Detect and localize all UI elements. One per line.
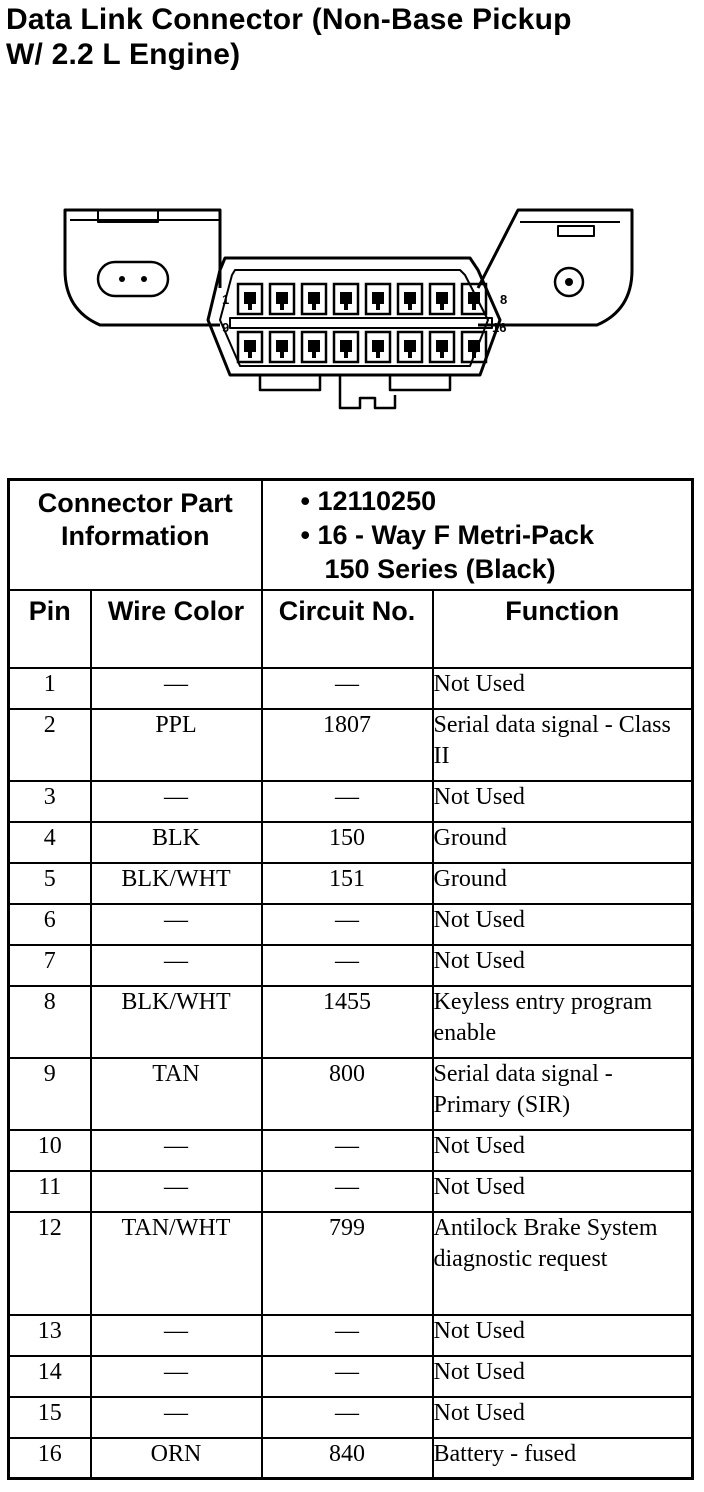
function-cell: Antilock Brake System diagnostic request	[433, 1212, 693, 1315]
circuit-cell: 840	[262, 1438, 433, 1479]
part-number: • 12110250	[300, 486, 437, 516]
column-header-pin-text: Pin	[28, 595, 71, 626]
pin-cell: 12	[9, 1212, 91, 1315]
circuit-cell: —	[262, 945, 433, 986]
lower-pin-terminal	[372, 340, 384, 358]
part-info-cell	[262, 480, 693, 590]
function-cell: Battery - fused	[433, 1438, 693, 1479]
column-header-wire-color	[91, 590, 262, 668]
part-info-label: Connector Part Information	[37, 488, 233, 551]
lower-pin-terminal	[468, 340, 480, 358]
table-row	[9, 822, 693, 863]
function-cell: Serial data signal - Class II	[433, 709, 693, 781]
table-row	[9, 904, 693, 945]
pin-cell: 15	[9, 1397, 91, 1438]
lower-pin-terminal	[308, 340, 320, 358]
table-row	[9, 1356, 693, 1397]
lower-pin-terminal	[436, 340, 448, 358]
wire-color-cell: —	[91, 945, 262, 986]
wire-color-cell: TAN/WHT	[91, 1212, 262, 1315]
circuit-cell: —	[262, 1130, 433, 1171]
function-cell: Not Used	[433, 668, 693, 709]
wire-color-cell: —	[91, 668, 262, 709]
pin-cell: 8	[9, 986, 91, 1058]
upper-pin-terminal	[468, 292, 480, 310]
circuit-cell: 1455	[262, 986, 433, 1058]
wire-color-cell: —	[91, 1130, 262, 1171]
column-header-pin	[9, 590, 91, 668]
circuit-cell: 799	[262, 1212, 433, 1315]
function-cell: Not Used	[433, 781, 693, 822]
pin-cell: 2	[9, 709, 91, 781]
circuit-cell: —	[262, 1397, 433, 1438]
upper-pin-terminal	[372, 292, 384, 310]
title-line-2: W/ 2.2 L Engine)	[6, 38, 241, 71]
upper-pin-terminal	[436, 292, 448, 310]
part-info-label-cell	[9, 480, 262, 590]
page-title	[6, 2, 696, 72]
function-cell: Not Used	[433, 945, 693, 986]
connector-left-ear	[65, 210, 220, 325]
function-cell: Not Used	[433, 1315, 693, 1356]
column-header-circuit	[262, 590, 433, 668]
title-line-1: Data Link Connector (Non-Base Pickup	[6, 3, 572, 36]
table-row	[9, 1212, 693, 1315]
table-row	[9, 1438, 693, 1479]
pin-label-16: 16	[492, 320, 507, 335]
pin-label-1: 1	[222, 292, 230, 307]
function-cell: Not Used	[433, 1356, 693, 1397]
function-cell: Not Used	[433, 1171, 693, 1212]
table-row	[9, 863, 693, 904]
pin-cell: 5	[9, 863, 91, 904]
column-header-function-text: Function	[505, 595, 620, 626]
pin-cell: 6	[9, 904, 91, 945]
wire-color-cell: —	[91, 1315, 262, 1356]
upper-pin-terminal	[308, 292, 320, 310]
pin-cell: 13	[9, 1315, 91, 1356]
pin-cell: 3	[9, 781, 91, 822]
pin-cell: 10	[9, 1130, 91, 1171]
pin-cell: 7	[9, 945, 91, 986]
connector-right-ear	[478, 210, 632, 325]
table-row	[9, 986, 693, 1058]
circuit-cell: —	[262, 781, 433, 822]
pin-cell: 16	[9, 1438, 91, 1479]
table-row	[9, 945, 693, 986]
function-cell: Not Used	[433, 1130, 693, 1171]
column-header-function	[433, 590, 693, 668]
upper-pin-row	[238, 284, 486, 314]
part-description-1: • 16 - Way F Metri-Pack	[300, 520, 595, 550]
pin-cell: 4	[9, 822, 91, 863]
circuit-cell: —	[262, 1356, 433, 1397]
table-row	[9, 1171, 693, 1212]
table-row	[9, 1315, 693, 1356]
function-cell: Keyless entry program enable	[433, 986, 693, 1058]
lower-pin-terminal	[404, 340, 416, 358]
pin-cell: 1	[9, 668, 91, 709]
wire-color-cell: —	[91, 781, 262, 822]
wire-color-cell: —	[91, 1397, 262, 1438]
table-row	[9, 1397, 693, 1438]
function-cell: Ground	[433, 863, 693, 904]
part-description-2: 150 Series (Black)	[324, 554, 556, 584]
circuit-cell: —	[262, 1315, 433, 1356]
wire-color-cell: BLK/WHT	[91, 986, 262, 1058]
wire-color-cell: —	[91, 1356, 262, 1397]
pinout-table	[7, 478, 694, 1480]
wire-color-cell: TAN	[91, 1058, 262, 1130]
circuit-cell: —	[262, 904, 433, 945]
pin-label-9: 9	[222, 320, 230, 335]
table-row	[9, 781, 693, 822]
upper-pin-terminal	[244, 292, 256, 310]
wire-color-cell: BLK/WHT	[91, 863, 262, 904]
table-row	[9, 668, 693, 709]
circuit-cell: —	[262, 1171, 433, 1212]
column-header-wire-color-text: Wire Color	[107, 595, 245, 626]
wire-color-cell: BLK	[91, 822, 262, 863]
function-cell: Serial data signal - Primary (SIR)	[433, 1058, 693, 1130]
table-row	[9, 709, 693, 781]
lower-pin-terminal	[276, 340, 288, 358]
function-cell: Not Used	[433, 1397, 693, 1438]
upper-pin-terminal	[404, 292, 416, 310]
part-info-row	[9, 480, 693, 590]
circuit-cell: 151	[262, 863, 433, 904]
wire-color-cell: —	[91, 1171, 262, 1212]
lower-pin-terminal	[244, 340, 256, 358]
column-header-circuit-text: Circuit No.	[278, 595, 416, 626]
table-row	[9, 1130, 693, 1171]
pin-cell: 11	[9, 1171, 91, 1212]
pin-cell: 9	[9, 1058, 91, 1130]
lower-pin-row	[238, 332, 486, 362]
column-header-row	[9, 590, 693, 668]
wire-color-cell: ORN	[91, 1438, 262, 1479]
upper-pin-terminal	[276, 292, 288, 310]
lower-pin-terminal	[340, 340, 352, 358]
pin-label-8: 8	[500, 292, 508, 307]
upper-pin-terminal	[340, 292, 352, 310]
wire-color-cell: —	[91, 904, 262, 945]
wire-color-cell: PPL	[91, 709, 262, 781]
circuit-cell: —	[262, 668, 433, 709]
pin-cell: 14	[9, 1356, 91, 1397]
connector-diagram	[60, 200, 640, 415]
function-cell: Not Used	[433, 904, 693, 945]
circuit-cell: 800	[262, 1058, 433, 1130]
function-cell: Ground	[433, 822, 693, 863]
table-row	[9, 1058, 693, 1130]
circuit-cell: 150	[262, 822, 433, 863]
circuit-cell: 1807	[262, 709, 433, 781]
